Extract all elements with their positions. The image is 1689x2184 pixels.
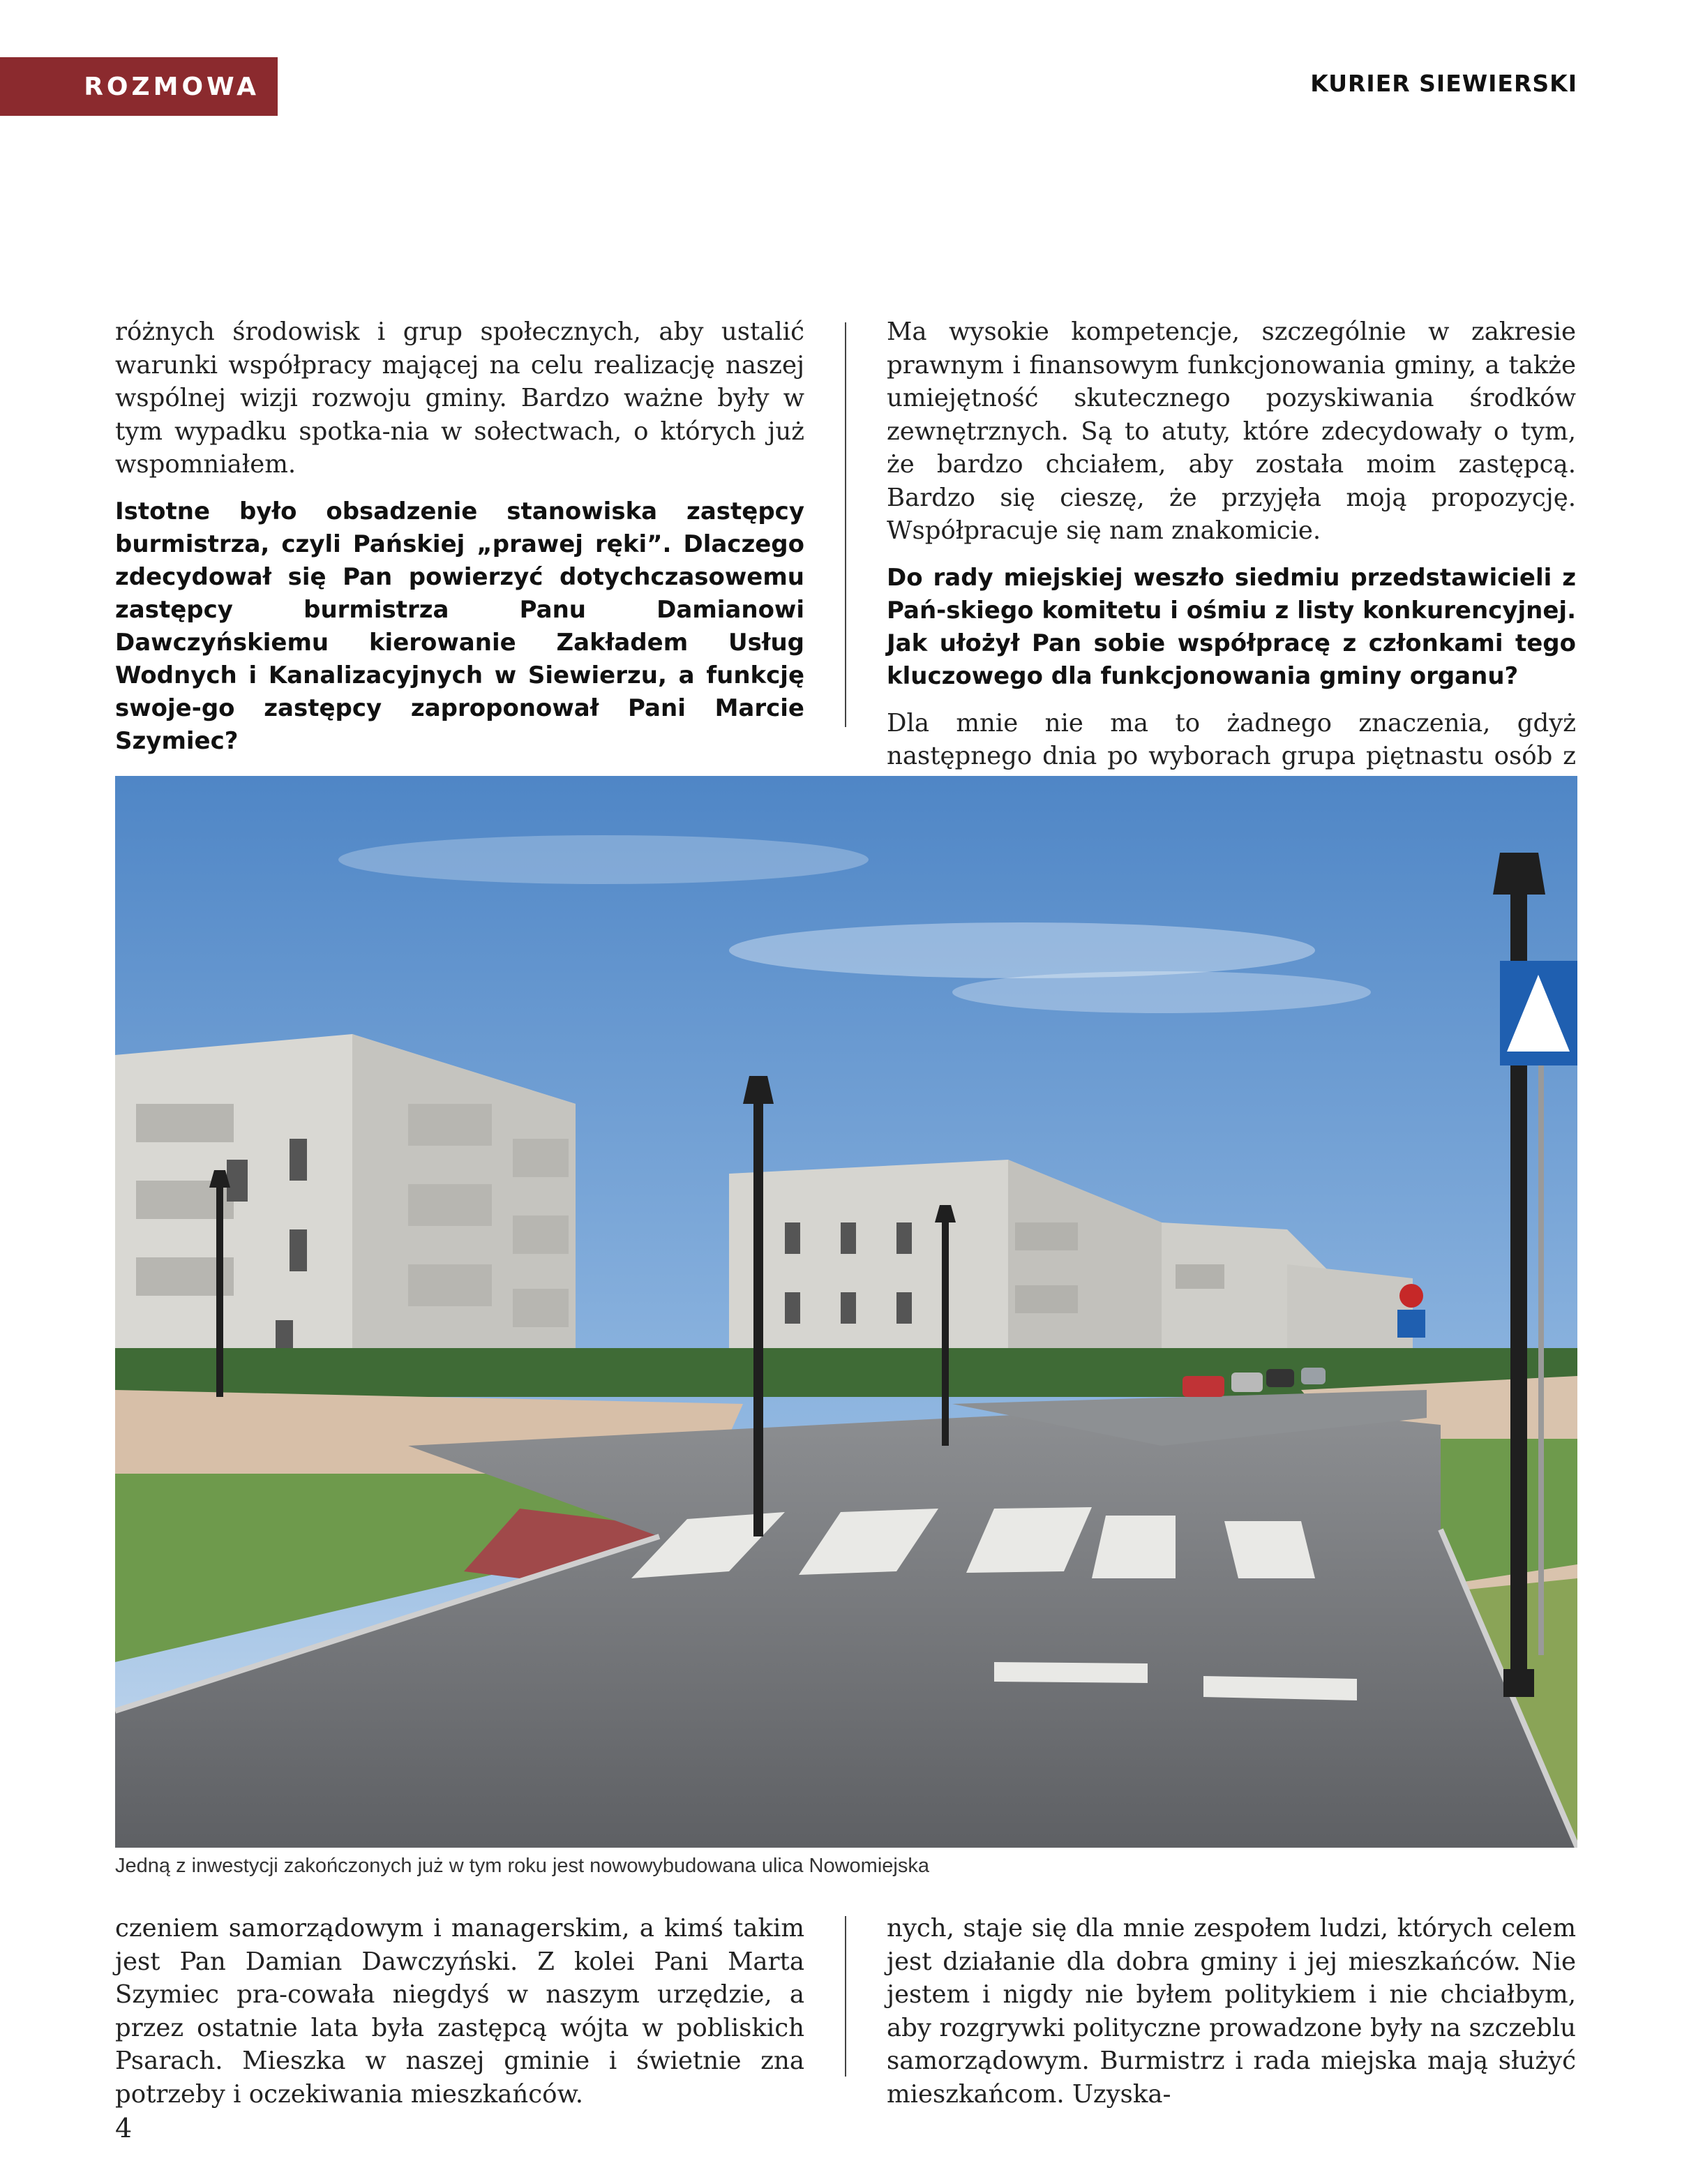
photo-caption: Jedną z inwestycji zakończonych już w tym roku jest nowowybudowana ulica Nowomiejska	[115, 1855, 929, 1877]
body-paragraph: czeniem samorządowym i managerskim, a kimś takim jest Pan Damian Dawczyński. Z kolei Pani Marta Szymiec pra-cowała niegdyś w naszym urzędzie, a przez ostatnie lata była zastępcą wójta w pobliskich Psarach. Mieszka w naszej gminie i świetnie zna potrzeby i oczekiwania mieszkańców.	[115, 1914, 804, 2109]
body-paragraph: Dla mnie nie ma to żadnego znaczenia, gdyż następnego dnia po wyborach grupa piętnastu osób z	[887, 708, 1576, 770]
column-divider	[845, 1916, 846, 2077]
column-divider	[845, 322, 846, 727]
page-number: 4	[115, 2113, 133, 2144]
body-paragraph: różnych środowisk i grup społecznych, aby ustalić warunki współpracy mającej na celu realizację naszej wspólnej wizji rozwoju gminy. Bardzo ważne były w tym wypadku spotka-nia w sołectwach, o których już wspomniałem.	[115, 317, 804, 479]
top-right-column	[887, 315, 1576, 820]
body-paragraph: nych, staje się dla mnie zespołem ludzi, których celem jest działanie dla dobra gminy i jej mieszkańców. Nie jestem i nigdy nie byłem politykiem i nie chciałbym, aby rozgrywki polityczne prowadzone były na szczeblu samorządowym. Burmistrz i rada miejska mają służyć mieszkańcom. Uzyska-	[887, 1914, 1576, 2109]
bottom-left-column	[115, 1912, 804, 2125]
masthead: KURIER SIEWIERSKI	[1310, 70, 1577, 97]
interview-question: Istotne było obsadzenie stanowiska zastępcy burmistrza, czyli Pańskiej „prawej ręki”. Dlaczego zdecydował się Pan powierzyć dotychczasowemu zastępcy burmistrza Panu Damianowi Dawczyńskiemu kierowanie Zakładem Usług Wodnych i Kanalizacyjnych w Siewierzu, a funkcję swoje-go zastępcy zaproponował Pani Marcie Szymiec?	[115, 497, 804, 755]
interview-question: Do rady miejskiej weszło siedmiu przedstawicieli z Pań-skiego komitetu i ośmiu z listy konkurencyjnej. Jak ułożył Pan sobie współpracę z członkami tego kluczowego dla funkcjonowania gminy organu?	[887, 563, 1576, 690]
street-photo	[115, 776, 1577, 1848]
bottom-right-column	[887, 1912, 1576, 2125]
section-tag: ROZMOWA	[0, 57, 278, 116]
body-paragraph: Ma wysokie kompetencje, szczególnie w zakresie prawnym i finansowym funkcjonowania gminy, a także umiejętność skutecznego pozyskiwania środków zewnętrznych. Są to atuty, które zdecydowały o tym, że bardzo chciałem, aby została moim zastępcą. Bardzo się cieszę, że przyjęła moją propozycję. Współpracuje się nam znakomicie.	[887, 317, 1576, 545]
